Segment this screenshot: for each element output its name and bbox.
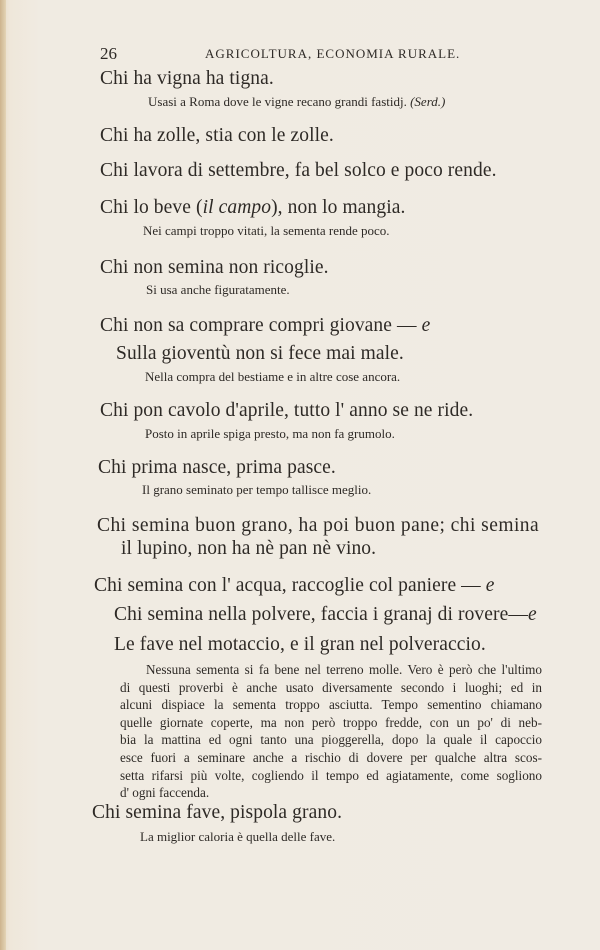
proverb-conjunction: e bbox=[528, 604, 537, 625]
proverb: Chi semina buon grano, ha poi buon pane; chi semina bbox=[97, 515, 540, 536]
proverb: Chi ha zolle, stia con le zolle. bbox=[100, 125, 334, 146]
proverb-conjunction: e bbox=[485, 575, 495, 596]
proverb: Chi non semina non ricoglie. bbox=[100, 257, 329, 278]
proverb-italic: il campo bbox=[202, 197, 272, 218]
proverb: Le fave nel motaccio, e il gran nel polveraccio. bbox=[114, 634, 486, 655]
proverb: il lupino, non ha nè pan nè vino. bbox=[121, 538, 377, 559]
proverb-note bbox=[148, 94, 445, 110]
proverb-part: Chi lo beve ( bbox=[100, 197, 203, 218]
commentary-line: esce fuori a seminare anche a rischio di dovere per qualche altra scos- bbox=[120, 749, 542, 765]
commentary-line: Nessuna sementa si fa bene nel terreno molle. Vero è però che l'ultimo bbox=[146, 662, 542, 677]
proverb-note: Posto in aprile spiga presto, ma non fa grumolo. bbox=[145, 426, 395, 441]
proverb: Sulla gioventù non si fece mai male. bbox=[116, 343, 404, 364]
page-header bbox=[100, 44, 540, 64]
proverb: Chi semina fave, pispola grano. bbox=[92, 802, 343, 823]
commentary-line: setta rifarsi più volte, cogliendo il tempo ed agiatamente, come sogliono bbox=[120, 767, 542, 783]
proverb bbox=[94, 575, 495, 597]
proverb: Chi ha vigna ha tigna. bbox=[100, 68, 274, 89]
proverb-note: Si usa anche figuratamente. bbox=[146, 282, 290, 297]
proverb-part: ), non lo mangia. bbox=[271, 197, 406, 218]
proverb-note: Il grano seminato per tempo tallisce meglio. bbox=[142, 482, 372, 497]
commentary-line: alcuni dispiace la sementa troppo asciutta. Tempo sementino chiamano bbox=[120, 697, 542, 713]
proverb-line: Chi semina con l' acqua, raccoglie col paniere — bbox=[94, 575, 481, 596]
proverb bbox=[114, 604, 537, 626]
note-source: (Serd.) bbox=[410, 94, 446, 109]
proverb: Chi pon cavolo d'aprile, tutto l' anno se ne ride. bbox=[100, 400, 474, 421]
page-number: 26 bbox=[100, 44, 117, 63]
proverb bbox=[100, 197, 405, 219]
proverb-note: Nella compra del bestiame e in altre cose ancora. bbox=[145, 369, 401, 384]
commentary-line: d' ogni faccenda. bbox=[120, 785, 210, 801]
proverb bbox=[100, 315, 430, 337]
commentary-line: bia la mattina ed ogni tanto una pioggerella, dopo la quale il capoccio bbox=[120, 732, 542, 748]
page-edge bbox=[0, 0, 6, 950]
proverb: Chi lavora di settembre, fa bel solco e poco rende. bbox=[100, 160, 497, 181]
proverb-note: La miglior caloria è quella delle fave. bbox=[140, 829, 336, 844]
commentary-line: di questi proverbi è anche usato diversamente secondo i luoghi; ed in bbox=[120, 679, 542, 695]
running-head: AGRICOLTURA, ECONOMIA RURALE. bbox=[205, 46, 461, 61]
commentary-paragraph bbox=[120, 661, 542, 802]
proverb-line: Chi non sa comprare compri giovane — bbox=[100, 315, 417, 336]
proverb-conjunction: e bbox=[421, 315, 431, 336]
commentary-line: quelle giornate coperte, ma non però troppo fredde, con un po' di neb- bbox=[120, 714, 542, 730]
proverb-note: Nei campi troppo vitati, la sementa rende poco. bbox=[143, 223, 390, 238]
proverb-line: Chi semina nella polvere, faccia i granaj di rovere— bbox=[114, 604, 528, 625]
note-text: Usasi a Roma dove le vigne recano grandi fastidj. bbox=[148, 94, 407, 109]
proverb: Chi prima nasce, prima pasce. bbox=[98, 457, 336, 478]
